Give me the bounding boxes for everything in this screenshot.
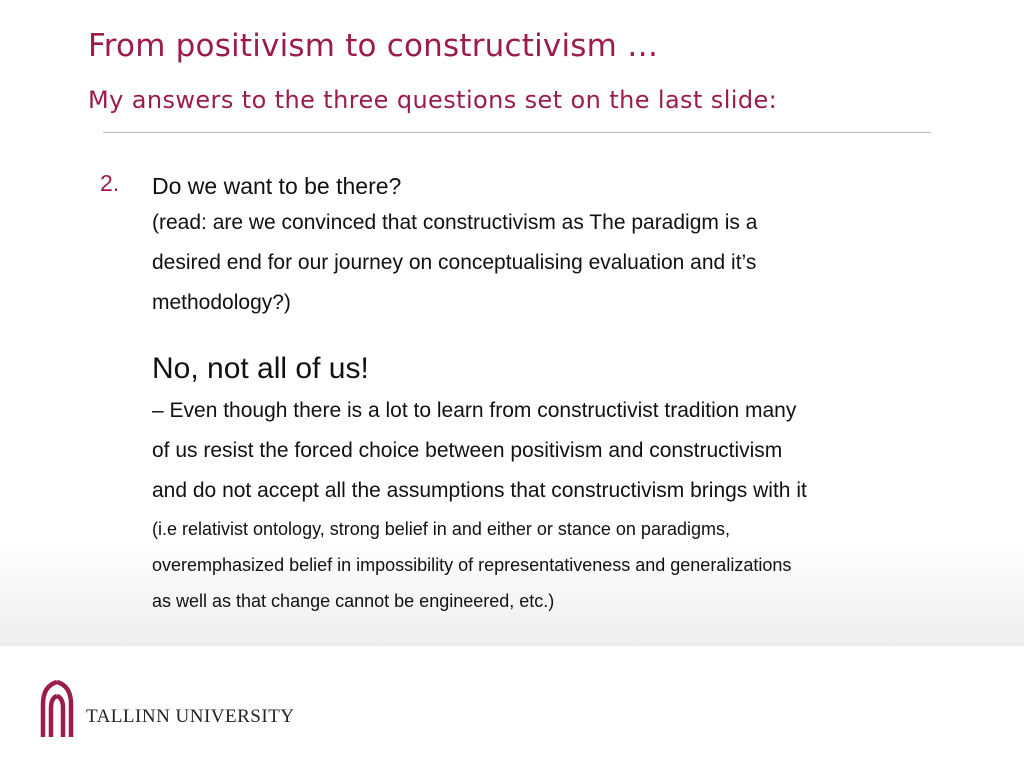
read-note-line: (read: are we convinced that constructivism as The paradigm is a <box>152 211 758 234</box>
explanation-line: of us resist the forced choice between positivism and constructivism <box>152 439 783 462</box>
detail-line: overemphasized belief in impossibility of representativeness and generalizations <box>152 555 792 575</box>
explanation-line: and do not accept all the assumptions that constructivism brings with it <box>152 479 807 502</box>
university-name: TALLINN UNIVERSITY <box>86 706 295 727</box>
explanation-line: – Even though there is a lot to learn from constructivist tradition many <box>152 399 797 422</box>
detail-line: as well as that change cannot be engineered, etc.) <box>152 591 555 611</box>
slide-subtitle: My answers to the three questions set on the last slide: <box>88 86 778 114</box>
tallinn-university-logo-icon <box>40 680 74 738</box>
read-note <box>152 203 972 323</box>
answer-text: No, not all of us! <box>152 352 369 385</box>
question-text: Do we want to be there? <box>152 173 402 199</box>
read-note-line: desired end for our journey on conceptualising evaluation and it’s <box>152 251 757 274</box>
slide-title: From positivism to constructivism … <box>88 28 659 64</box>
detail-line: (i.e relativist ontology, strong belief in and either or stance on paradigms, <box>152 519 730 539</box>
detail-note <box>152 511 972 619</box>
title-divider <box>103 132 931 133</box>
list-number: 2. <box>100 170 120 196</box>
slide-body <box>152 168 972 619</box>
explanation <box>152 391 972 511</box>
read-note-line: methodology?) <box>152 291 291 314</box>
